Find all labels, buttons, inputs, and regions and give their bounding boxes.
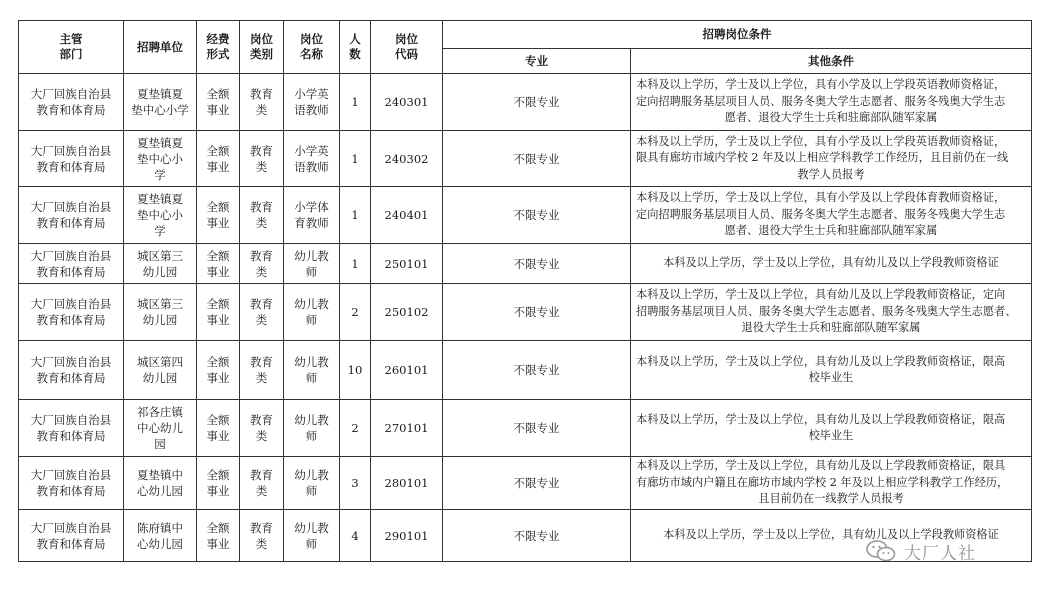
major-cell: 不限专业 [443, 244, 631, 284]
table-row [19, 131, 1032, 187]
other-conditions-cell: 本科及以上学历，学士及以上学位，具有小学及以上学段英语教师资格证， 定向招聘服务基层项目人员、服务冬奥大学生志愿者、服务冬残奥大学生志 愿者、退役大学生士兵和驻廊部队随军家属 [631, 74, 1032, 131]
table-row [19, 74, 1032, 131]
header-dept: 主管 部门 [19, 21, 124, 74]
table-row [19, 244, 1032, 284]
dept-cell: 大厂回族自治县 教育和体育局 [19, 244, 124, 284]
dept-cell: 大厂回族自治县 教育和体育局 [19, 457, 124, 510]
header-code: 岗位 代码 [371, 21, 443, 74]
dept-cell: 大厂回族自治县 教育和体育局 [19, 284, 124, 341]
funding-cell: 全额 事业 [197, 457, 240, 510]
category-cell: 教育 类 [240, 457, 284, 510]
code-cell: 240401 [371, 187, 443, 244]
code-cell: 250101 [371, 244, 443, 284]
funding-cell: 全额 事业 [197, 187, 240, 244]
major-cell: 不限专业 [443, 341, 631, 400]
dept-cell: 大厂回族自治县 教育和体育局 [19, 131, 124, 187]
code-cell: 270101 [371, 400, 443, 457]
category-cell: 教育 类 [240, 74, 284, 131]
table-row [19, 284, 1032, 341]
dept-cell: 大厂回族自治县 教育和体育局 [19, 74, 124, 131]
unit-cell: 夏垫镇中 心幼儿园 [124, 457, 197, 510]
table-row [19, 341, 1032, 400]
position-cell: 幼儿教 师 [284, 244, 340, 284]
wechat-icon [866, 539, 896, 563]
header-major: 专业 [443, 49, 631, 74]
count-cell: 1 [340, 244, 371, 284]
count-cell: 4 [340, 510, 371, 562]
dept-cell: 大厂回族自治县 教育和体育局 [19, 510, 124, 562]
other-conditions-cell: 本科及以上学历，学士及以上学位，具有幼儿及以上学段教师资格证，限高 校毕业生 [631, 400, 1032, 457]
table-row [19, 187, 1032, 244]
position-cell: 小学英 语教师 [284, 131, 340, 187]
unit-cell: 祁各庄镇 中心幼儿 园 [124, 400, 197, 457]
code-cell: 260101 [371, 341, 443, 400]
position-cell: 小学英 语教师 [284, 74, 340, 131]
category-cell: 教育 类 [240, 244, 284, 284]
header-conditions: 招聘岗位条件 [443, 21, 1032, 49]
code-cell: 240302 [371, 131, 443, 187]
major-cell: 不限专业 [443, 74, 631, 131]
position-cell: 幼儿教 师 [284, 341, 340, 400]
major-cell: 不限专业 [443, 131, 631, 187]
count-cell: 3 [340, 457, 371, 510]
other-conditions-cell: 本科及以上学历，学士及以上学位，具有小学及以上学段体育教师资格证， 定向招聘服务基层项目人员、服务冬奥大学生志愿者、服务冬残奥大学生志 愿者、退役大学生士兵和驻廊部队随军家属 [631, 187, 1032, 244]
other-conditions-cell: 本科及以上学历，学士及以上学位，具有幼儿及以上学段教师资格证，限高 校毕业生 [631, 341, 1032, 400]
dept-cell: 大厂回族自治县 教育和体育局 [19, 400, 124, 457]
unit-cell: 陈府镇中 心幼儿园 [124, 510, 197, 562]
funding-cell: 全额 事业 [197, 244, 240, 284]
header-unit: 招聘单位 [124, 21, 197, 74]
position-cell: 幼儿教 师 [284, 457, 340, 510]
major-cell: 不限专业 [443, 457, 631, 510]
major-cell: 不限专业 [443, 510, 631, 562]
category-cell: 教育 类 [240, 341, 284, 400]
unit-cell: 城区第三 幼儿园 [124, 244, 197, 284]
header-funding: 经费 形式 [197, 21, 240, 74]
category-cell: 教育 类 [240, 400, 284, 457]
code-cell: 280101 [371, 457, 443, 510]
major-cell: 不限专业 [443, 284, 631, 341]
header-other: 其他条件 [631, 49, 1032, 74]
table-row [19, 457, 1032, 510]
unit-cell: 夏垫镇夏 垫中心小学 [124, 74, 197, 131]
funding-cell: 全额 事业 [197, 510, 240, 562]
major-cell: 不限专业 [443, 187, 631, 244]
watermark-text: 大厂人社 [904, 543, 976, 564]
category-cell: 教育 类 [240, 131, 284, 187]
recruitment-table [18, 20, 1032, 562]
other-conditions-cell: 本科及以上学历，学士及以上学位，具有幼儿及以上学段教师资格证 [631, 510, 1032, 562]
table-row [19, 400, 1032, 457]
position-cell: 幼儿教 师 [284, 284, 340, 341]
category-cell: 教育 类 [240, 284, 284, 341]
code-cell: 290101 [371, 510, 443, 562]
unit-cell: 夏垫镇夏 垫中心小 学 [124, 187, 197, 244]
position-cell: 幼儿教 师 [284, 510, 340, 562]
count-cell: 1 [340, 187, 371, 244]
other-conditions-cell: 本科及以上学历，学士及以上学位，具有小学及以上学段英语教师资格证， 限具有廊坊市域内学校 2 年及以上相应学科教学工作经历，且目前仍在一线 教学人员报考 [631, 131, 1032, 187]
code-cell: 250102 [371, 284, 443, 341]
funding-cell: 全额 事业 [197, 341, 240, 400]
header-position: 岗位 名称 [284, 21, 340, 74]
category-cell: 教育 类 [240, 187, 284, 244]
position-cell: 小学体 育教师 [284, 187, 340, 244]
funding-cell: 全额 事业 [197, 284, 240, 341]
count-cell: 1 [340, 131, 371, 187]
other-conditions-cell: 本科及以上学历，学士及以上学位，具有幼儿及以上学段教师资格证，定向 招聘服务基层项目人员、服务冬奥大学生志愿者、服务冬残奥大学生志愿者、 退役大学生士兵和驻廊部队随军家属 [631, 284, 1032, 341]
count-cell: 2 [340, 284, 371, 341]
unit-cell: 夏垫镇夏 垫中心小 学 [124, 131, 197, 187]
header-category: 岗位 类别 [240, 21, 284, 74]
header-count: 人 数 [340, 21, 371, 74]
other-conditions-cell: 本科及以上学历，学士及以上学位，具有幼儿及以上学段教师资格证 [631, 244, 1032, 284]
dept-cell: 大厂回族自治县 教育和体育局 [19, 341, 124, 400]
count-cell: 1 [340, 74, 371, 131]
unit-cell: 城区第四 幼儿园 [124, 341, 197, 400]
count-cell: 10 [340, 341, 371, 400]
count-cell: 2 [340, 400, 371, 457]
position-cell: 幼儿教 师 [284, 400, 340, 457]
category-cell: 教育 类 [240, 510, 284, 562]
other-conditions-cell: 本科及以上学历，学士及以上学位，具有幼儿及以上学段教师资格证，限具 有廊坊市域内户籍且在廊坊市域内学校 2 年及以上相应学科教学工作经历， 且目前仍在一线教学人员报考 [631, 457, 1032, 510]
dept-cell: 大厂回族自治县 教育和体育局 [19, 187, 124, 244]
funding-cell: 全额 事业 [197, 400, 240, 457]
major-cell: 不限专业 [443, 400, 631, 457]
code-cell: 240301 [371, 74, 443, 131]
table-body [19, 74, 1032, 562]
funding-cell: 全额 事业 [197, 131, 240, 187]
watermark [866, 531, 1026, 571]
unit-cell: 城区第三 幼儿园 [124, 284, 197, 341]
funding-cell: 全额 事业 [197, 74, 240, 131]
